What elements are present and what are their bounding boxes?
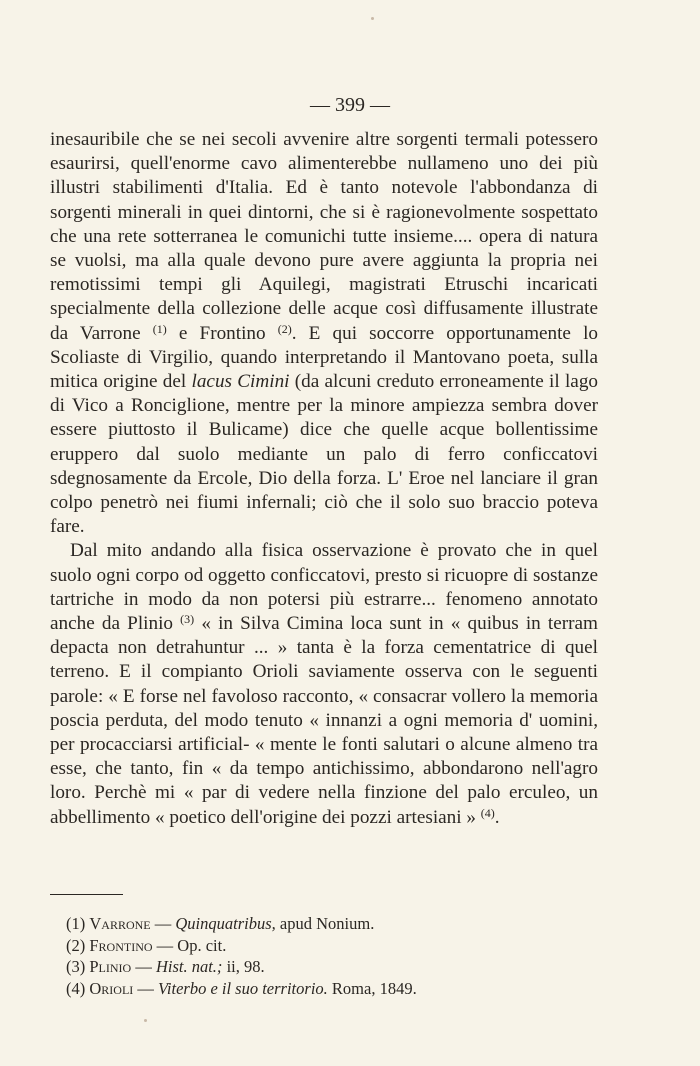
main-text (50, 128, 598, 830)
text-run: . (494, 806, 500, 828)
footnote-author: Orioli (89, 978, 134, 998)
footnote-separator: — (150, 914, 176, 933)
text-run: (da alcuni creduto erroneamente il lago di Vico a Ronciglione, mentre per la minore ampiezza sembra dover essere piuttosto il Bulicame) dice che quelle acque bollentissime eruppero dal suolo mediante un palo di ferro conficcatovi sdegnosamente da Ercole, Dio della forza. L' Eroe nel lanciare il gran colpo penetrò nei fiumi infernali; ciò che il solo suo braccio poteva fare. (50, 371, 599, 538)
footnote-ref: (3) (180, 612, 195, 627)
paragraph (50, 539, 598, 829)
text-run: . E qui soccorre opportunamente lo Scoliaste di Virgilio, quando interpretando il Mantovano poeta, sulla mitica origine del (50, 322, 598, 393)
footnote-author: Varrone (89, 914, 151, 933)
text-run: inesauribile che se nei secoli avvenire altre sorgenti termali potessero esaurirsi, quell'enorme cavo alimenterebbe nullameno uno dei più illustri stabilimenti d'Italia. Ed è tanto notevole l'abbondanza di sorgenti minerali in quei dintorni, che si è ragionevolmente sospettato che una rete sotterranea le comunichi tutte insieme.... opera di natura se vuolsi, ma alla quale devono pure avere aggiunta la propria nei remotissimi tempi gli Aquilegi, magistrati Etruschi incaricati specialmente della collezione delle acque così diffusamente illustrate da Varrone (50, 129, 598, 344)
footnote (66, 913, 606, 935)
footnote-number: (3) (66, 957, 90, 976)
footnote-author: Plinio (89, 957, 132, 976)
paragraph (50, 128, 598, 539)
page-number: — 399 — (310, 94, 390, 116)
footnote-divider (50, 894, 123, 895)
footnote-number: (2) (66, 935, 90, 955)
text-run: e Frontino (166, 322, 278, 344)
footnote-separator: — (152, 935, 178, 955)
paper-speck (144, 1019, 147, 1022)
footnote-separator: — (133, 978, 159, 998)
footnote-work: Viterbo e il suo territorio. (158, 978, 328, 998)
footnotes (66, 913, 606, 999)
footnote-detail: Roma, 1849. (327, 978, 417, 998)
footnote-detail: Op. cit. (177, 935, 227, 955)
footnote-ref: (4) (480, 805, 495, 820)
text-run: « in Silva Cimina loca sunt in « quibus in terram depacta non detrahuntur ... » tanta è la forza cementatrice di quel terreno. E il compianto Orioli saviamente osserva con le seguenti parole: « E forse nel favoloso racconto, « consacrar vollero la memoria poscia perduta, del modo tenuto « innanzi a ogni memoria d' uomini, per procacciarsi artificial- « mente le fonti salutari o alcune almeno tra esse, che tanto, fin « da tempo antichissimo, abbondarono nell'agro loro. Perchè mi « par di vedere nella finzione del palo erculeo, un abbellimento « poetico dell'origine dei pozzi artesiani » (50, 613, 598, 828)
footnote-work: Quinquatribus, (175, 914, 276, 933)
text-run: Dal mito andando alla fisica osservazione è provato che in quel suolo ogni corpo od oggetto conficcatovi, presto si ricuopre di sostanze tartriche in modo da non potersi più estrarre... fenomeno annotato anche da Plinio (50, 540, 598, 635)
footnote-ref: (2) (277, 321, 292, 336)
footnote-detail: ii, 98. (222, 957, 265, 976)
footnote-ref: (1) (152, 321, 167, 336)
footnote (66, 935, 606, 957)
footnote-number: (4) (66, 978, 90, 998)
footnote-number: (1) (66, 914, 90, 933)
footnote-separator: — (131, 957, 156, 976)
footnote (66, 956, 606, 978)
italic-text: lacus Cimini (191, 371, 290, 393)
footnote-work: Hist. nat.; (155, 957, 223, 976)
footnote (66, 978, 606, 1000)
paper-speck (371, 17, 374, 20)
footnote-author: Frontino (89, 935, 153, 955)
footnote-detail: apud Nonium. (275, 914, 375, 933)
